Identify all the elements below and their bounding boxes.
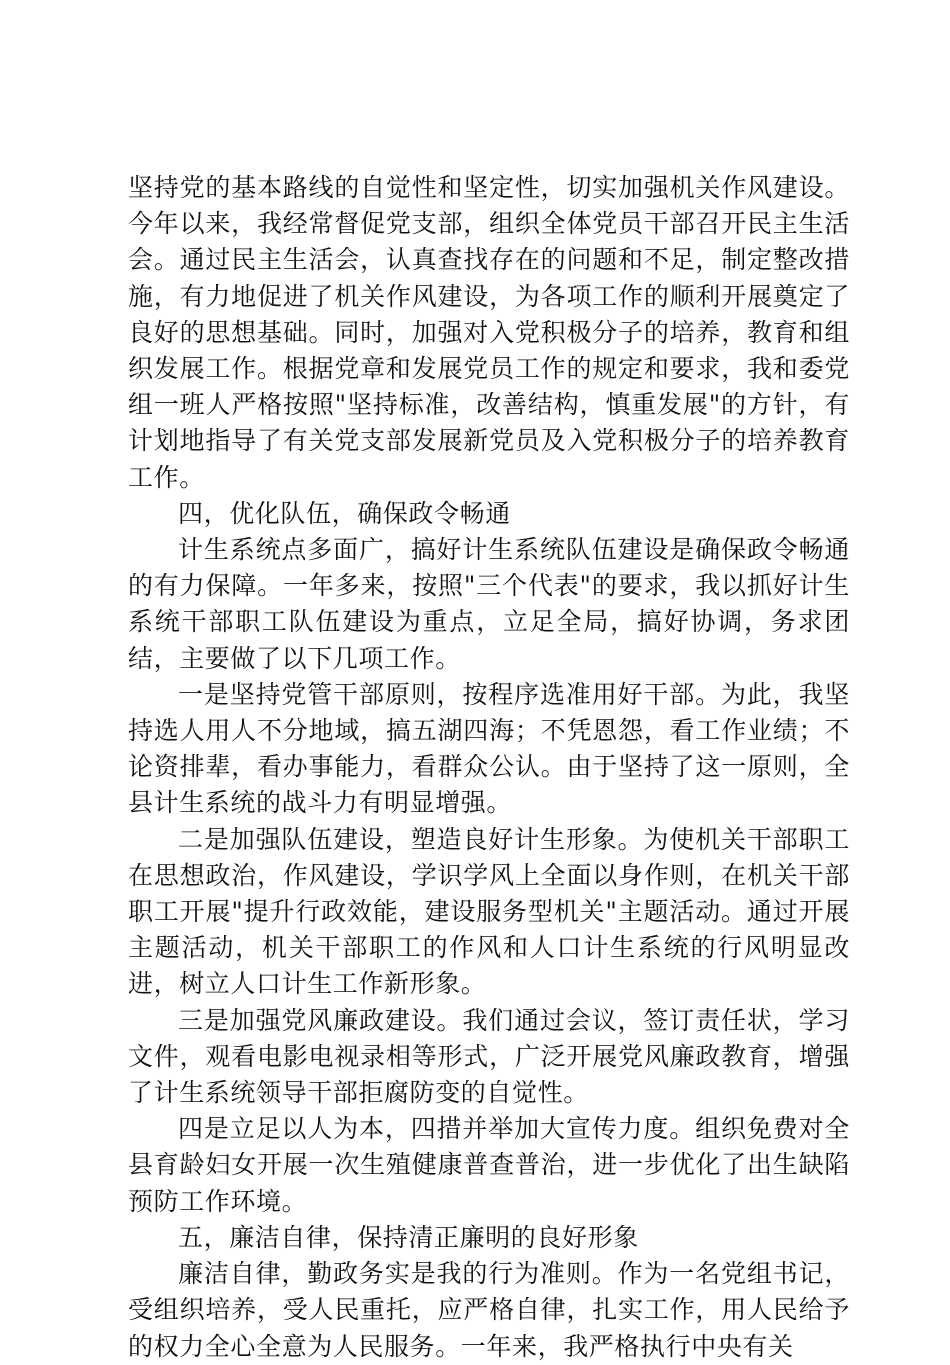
- section-heading-optimize-team: 四，优化队伍，确保政令畅通: [178, 498, 511, 528]
- paragraph-team-image: 二是加强队伍建设，塑造良好计生形象。为使机关干部职工在思想政治，作风建设，学识学风上全面以身作则，在机关干部职工开展"提升行政效能，建设服务型机关"主题活动。通过开展主题活动，机关干部职工的作风和人口计生系统的行风明显改进，树立人口计生工作新形象。: [128, 824, 850, 999]
- section-heading-self-discipline: 五，廉洁自律，保持清正廉明的良好形象: [178, 1222, 639, 1252]
- paragraph-publicity: 四是立足以人为本，四措并举加大宣传力度。组织免费对全县育龄妇女开展一次生殖健康普查普治，进一步优化了出生缺陷预防工作环境。: [128, 1114, 850, 1216]
- document-page: [128, 170, 850, 1365]
- paragraph-cadre-principle: 一是坚持党管干部原则，按程序选准用好干部。为此，我坚持选人用人不分地域，搞五湖四海；不凭恩怨，看工作业绩；不论资排辈，看办事能力，看群众公认。由于坚持了这一原则，全县计生系统的战斗力有明显增强。: [128, 679, 850, 818]
- paragraph-self-discipline: 廉洁自律，勤政务实是我的行为准则。作为一名党组书记，受组织培养，受人民重托，应严格自律，扎实工作，用人民给予的权力全心全意为人民服务。一年来，我严格执行中央有关: [128, 1259, 850, 1361]
- paragraph-integrity-building: 三是加强党风廉政建设。我们通过会议，签订责任状，学习文件，观看电影电视录相等形式，广泛开展党风廉政教育，增强了计生系统领导干部拒腐防变的自觉性。: [128, 1005, 850, 1108]
- paragraph-team-building-intro: 计生系统点多面广，搞好计生系统队伍建设是确保政令畅通的有力保障。一年多来，按照"三个代表"的要求，我以抓好计生系统干部职工队伍建设为重点，立足全局，搞好协调，务求团结，主要做了以下几项工作。: [128, 535, 850, 673]
- paragraph-party-line: 坚持党的基本路线的自觉性和坚定性，切实加强机关作风建设。今年以来，我经常督促党支部，组织全体党员干部召开民主生活会。通过民主生活会，认真查找存在的问题和不足，制定整改措施，有力地促进了机关作风建设，为各项工作的顺利开展奠定了良好的思想基础。同时，加强对入党积极分子的培养，教育和组织发展工作。根据党章和发展党员工作的规定和要求，我和委党组一班人严格按照"坚持标准，改善结构，慎重发展"的方针，有计划地指导了有关党支部发展新党员及入党积极分子的培养教育工作。: [128, 173, 850, 492]
